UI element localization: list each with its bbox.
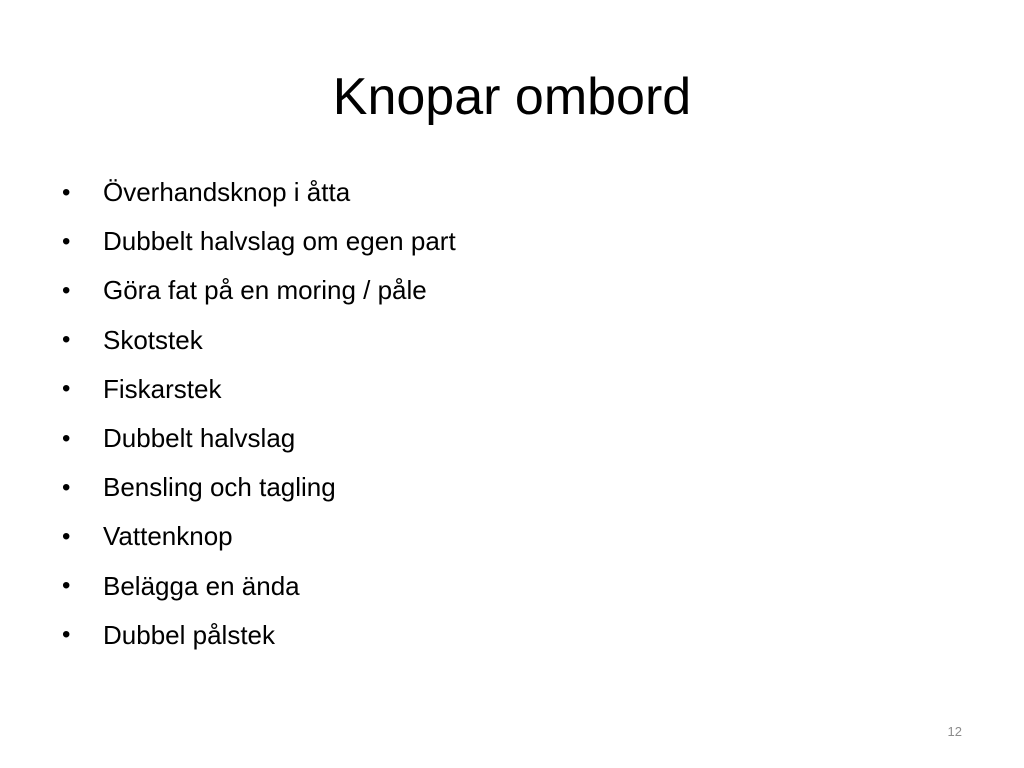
- list-item-text: Göra fat på en moring / påle: [103, 275, 427, 306]
- slide-title: Knopar ombord: [332, 68, 692, 126]
- list-item: [60, 512, 960, 561]
- list-item-text: Belägga en ända: [103, 570, 300, 601]
- list-item: [60, 562, 960, 611]
- slide-number: 12: [947, 724, 962, 739]
- list-item-text: Skotstek: [103, 324, 203, 355]
- list-item: [60, 463, 960, 512]
- bullet-list: [60, 168, 960, 660]
- bullet-icon: •: [62, 276, 71, 304]
- bullet-icon: •: [62, 375, 71, 403]
- list-item-text: Dubbelt halvslag: [103, 423, 296, 454]
- list-item: [60, 414, 960, 463]
- list-item-text: Fiskarstek: [103, 373, 222, 404]
- list-item: [60, 365, 960, 414]
- list-item-text: Dubbelt halvslag om egen part: [103, 226, 456, 257]
- list-item-text: Dubbel pålstek: [103, 619, 275, 650]
- bullet-icon: •: [62, 227, 71, 255]
- list-item: [60, 611, 960, 660]
- bullet-icon: •: [62, 178, 71, 206]
- list-item-text: Bensling och tagling: [103, 472, 336, 503]
- bullet-icon: •: [62, 473, 71, 501]
- list-item-text: Överhandsknop i åtta: [103, 177, 351, 208]
- list-item: [60, 266, 960, 315]
- list-item: [60, 316, 960, 365]
- bullet-icon: •: [62, 621, 71, 649]
- bullet-icon: •: [62, 424, 71, 452]
- bullet-icon: •: [62, 326, 71, 354]
- list-item: [60, 168, 960, 217]
- bullet-icon: •: [62, 522, 71, 550]
- list-item-text: Vattenknop: [103, 521, 233, 552]
- list-item: [60, 217, 960, 266]
- bullet-icon: •: [62, 572, 71, 600]
